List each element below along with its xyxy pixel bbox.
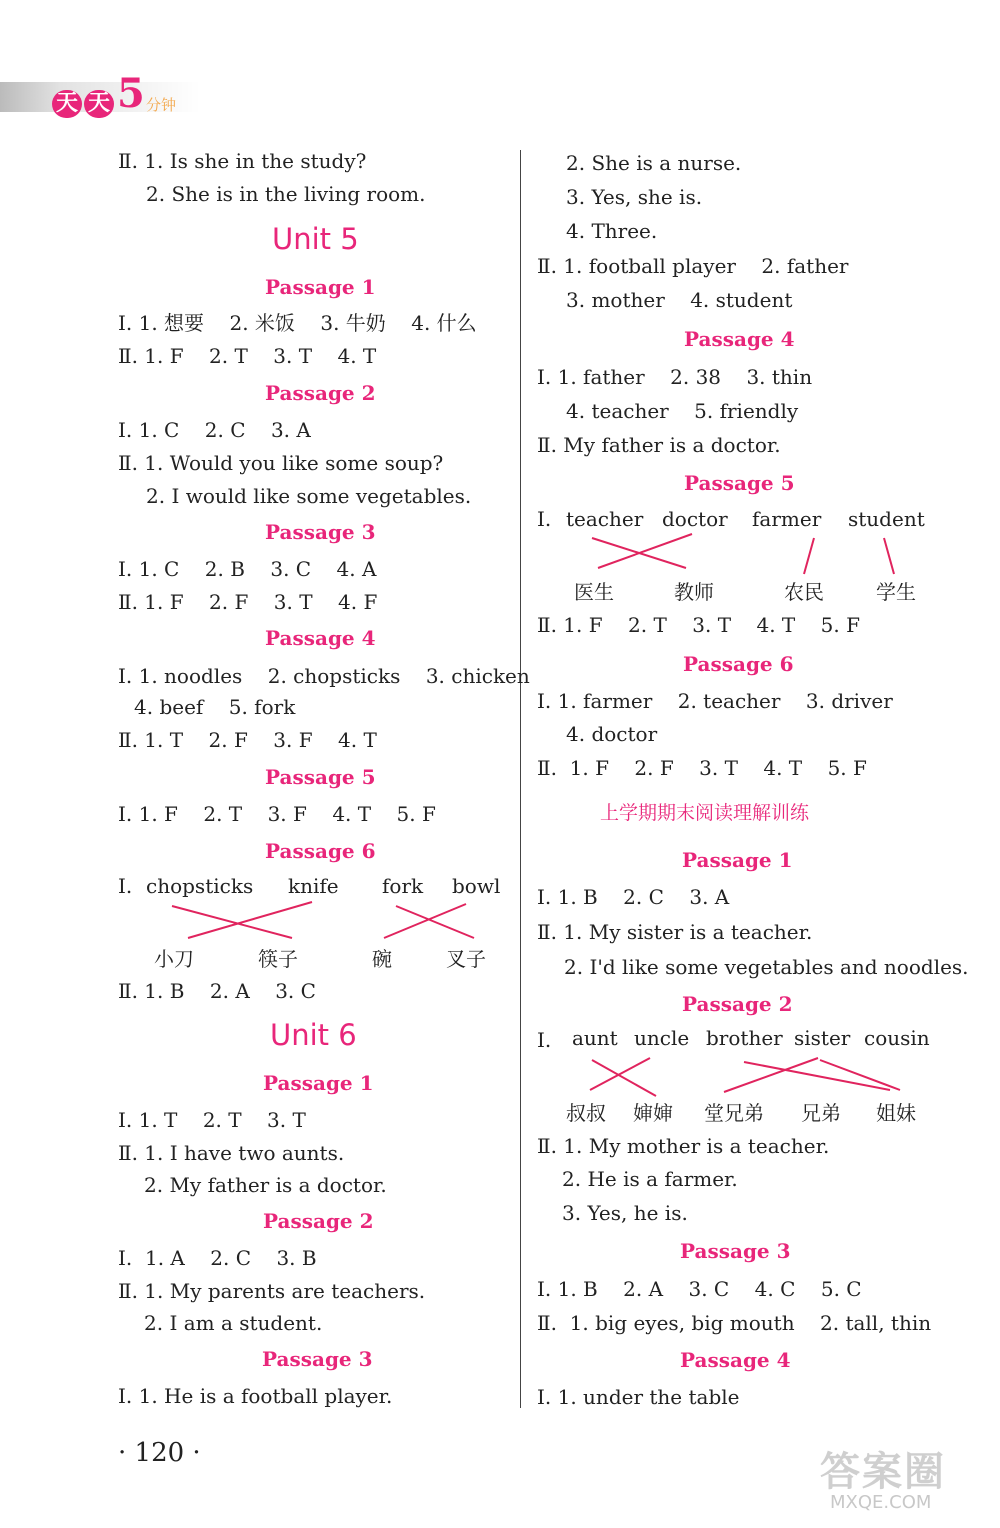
match-word: bowl xyxy=(452,874,501,898)
match-meaning: 兄弟 xyxy=(801,1101,841,1125)
answer-line: Ⅱ. 1. My sister is a teacher. xyxy=(537,920,813,944)
answer-line: 2. I would like some vegetables. xyxy=(146,484,472,508)
match-word: doctor xyxy=(662,507,728,531)
logo-char-2: 天 xyxy=(84,90,114,118)
match-meaning: 学生 xyxy=(876,580,916,604)
answer-line: Ⅰ. 1. T 2. T 3. T xyxy=(118,1108,306,1132)
answer-line: 4. Three. xyxy=(566,219,658,243)
match-word: knife xyxy=(288,874,339,898)
match-meaning: 筷子 xyxy=(258,947,298,971)
answer-line: Ⅰ. 1. father 2. 38 3. thin xyxy=(537,365,813,389)
answer-line: 3. mother 4. student xyxy=(566,288,793,312)
passage-heading: Passage 4 xyxy=(684,327,795,351)
answer-line: Ⅱ. 1. football player 2. father xyxy=(537,254,849,278)
logo-minutes: 分钟 xyxy=(146,96,177,114)
answer-line: Ⅰ. 1. under the table xyxy=(537,1385,740,1409)
answer-line: 4. beef 5. fork xyxy=(134,695,296,719)
match-word: chopsticks xyxy=(146,874,254,898)
answer-line: 2. She is in the living room. xyxy=(146,182,426,206)
answer-line: Ⅰ. 1. C 2. C 3. A xyxy=(118,418,311,442)
watermark-logo xyxy=(820,1440,990,1520)
match-line xyxy=(598,534,692,568)
answer-line: 3. Yes, he is. xyxy=(562,1201,688,1225)
answer-line: Ⅰ. 1. He is a football player. xyxy=(118,1384,393,1408)
answer-line: Ⅰ. 1. noodles 2. chopsticks 3. chicken xyxy=(118,664,530,688)
answer-line: 2. He is a farmer. xyxy=(562,1167,738,1191)
answer-line: Ⅱ. 1. F 2. T 3. T 4. T 5. F xyxy=(537,613,860,637)
match-word: cousin xyxy=(864,1026,930,1050)
answer-line: Ⅰ. 1. farmer 2. teacher 3. driver xyxy=(537,689,893,713)
answer-line: 4. teacher 5. friendly xyxy=(566,399,799,423)
match-word: brother xyxy=(706,1026,783,1050)
match-line xyxy=(592,1060,656,1096)
answer-line: Ⅱ. 1. Would you like some soup? xyxy=(118,451,444,475)
answer-line: Ⅱ. 1. My mother is a teacher. xyxy=(537,1134,830,1158)
match-word: teacher xyxy=(566,507,644,531)
match-meaning: 小刀 xyxy=(154,947,194,971)
match-label: Ⅰ. xyxy=(537,1028,552,1052)
match-word: farmer xyxy=(752,507,822,531)
passage-heading: Passage 6 xyxy=(683,652,794,676)
match-meaning: 医生 xyxy=(574,580,614,604)
answer-line: 2. I am a student. xyxy=(144,1311,323,1335)
watermark-stamp: 答案圈 xyxy=(820,1449,946,1495)
answer-line: 2. My father is a doctor. xyxy=(144,1173,387,1197)
match-line xyxy=(884,538,894,574)
match-line xyxy=(384,904,466,938)
match-word: uncle xyxy=(634,1026,690,1050)
answer-line: Ⅱ. 1. B 2. A 3. C xyxy=(118,979,316,1003)
answer-line: Ⅱ. My father is a doctor. xyxy=(537,433,781,457)
passage-heading: Passage 2 xyxy=(263,1209,374,1233)
passage-heading: Passage 1 xyxy=(265,275,376,299)
match-line xyxy=(188,902,312,938)
logo-char-1: 天 xyxy=(52,90,82,118)
answer-line: Ⅰ. 1. A 2. C 3. B xyxy=(118,1246,317,1270)
answer-line: Ⅱ. 1. My parents are teachers. xyxy=(118,1279,426,1303)
passage-heading: Passage 4 xyxy=(680,1348,791,1372)
match-word: aunt xyxy=(572,1026,618,1050)
match-label: Ⅰ. xyxy=(118,874,133,898)
match-word: fork xyxy=(382,874,424,898)
answer-line: Ⅰ. 1. 想要 2. 米饭 3. 牛奶 4. 什么 xyxy=(118,311,477,335)
answer-line: Ⅰ. 1. B 2. C 3. A xyxy=(537,885,730,909)
match-meaning: 叔叔 xyxy=(566,1101,606,1125)
answer-line: Ⅱ. 1. F 2. F 3. T 4. T 5. F xyxy=(537,756,867,780)
passage-heading: Passage 1 xyxy=(263,1071,374,1095)
answer-line: Ⅱ. 1. T 2. F 3. F 4. T xyxy=(118,728,377,752)
match-meaning: 堂兄弟 xyxy=(704,1101,764,1125)
match-meaning: 婶婶 xyxy=(633,1101,673,1125)
answer-line: Ⅱ. 1. I have two aunts. xyxy=(118,1141,345,1165)
unit-title: Unit 6 xyxy=(270,1018,357,1052)
passage-heading: Passage 5 xyxy=(265,765,376,789)
passage-heading: Passage 1 xyxy=(682,848,793,872)
unit-title: Unit 5 xyxy=(272,222,359,256)
match-meaning: 教师 xyxy=(674,580,714,604)
passage-heading: Passage 5 xyxy=(684,471,795,495)
answer-line: Ⅱ. 1. F 2. F 3. T 4. F xyxy=(118,590,378,614)
answer-line: 2. She is a nurse. xyxy=(566,151,742,175)
passage-heading: Passage 3 xyxy=(262,1347,373,1371)
page-number: · 120 · xyxy=(118,1438,201,1468)
match-line xyxy=(396,906,474,938)
match-meaning: 叉子 xyxy=(446,947,486,971)
logo-number: 5 xyxy=(117,70,145,117)
match-label: Ⅰ. xyxy=(537,507,552,531)
answer-line: Ⅰ. 1. C 2. B 3. C 4. A xyxy=(118,557,377,581)
passage-heading: Passage 3 xyxy=(680,1239,791,1263)
match-meaning: 姐妹 xyxy=(876,1101,916,1125)
answer-line: Ⅱ. 1. Is she in the study? xyxy=(118,149,367,173)
passage-heading: Passage 6 xyxy=(265,839,376,863)
passage-heading: Passage 2 xyxy=(265,381,376,405)
answer-line: 2. I'd like some vegetables and noodles. xyxy=(564,955,969,979)
match-line xyxy=(724,1058,818,1092)
answer-line: Ⅱ. 1. F 2. T 3. T 4. T xyxy=(118,344,377,368)
answer-line: Ⅰ. 1. B 2. A 3. C 4. C 5. C xyxy=(537,1277,862,1301)
watermark-url: MXQE.COM xyxy=(830,1492,932,1513)
section-title: 上学期期末阅读理解训练 xyxy=(600,802,810,824)
match-word: student xyxy=(848,507,925,531)
answer-line: 3. Yes, she is. xyxy=(566,185,703,209)
match-word: sister xyxy=(794,1026,851,1050)
passage-heading: Passage 3 xyxy=(265,520,376,544)
passage-heading: Passage 4 xyxy=(265,626,376,650)
match-line xyxy=(804,538,814,574)
match-meaning: 碗 xyxy=(372,947,392,971)
passage-heading: Passage 2 xyxy=(682,992,793,1016)
answer-line: 4. doctor xyxy=(566,722,658,746)
match-line xyxy=(172,906,292,938)
match-meaning: 农民 xyxy=(784,580,824,604)
match-line xyxy=(820,1060,900,1090)
answer-line: Ⅰ. 1. F 2. T 3. F 4. T 5. F xyxy=(118,802,436,826)
answer-line: Ⅱ. 1. big eyes, big mouth 2. tall, thin xyxy=(537,1311,932,1335)
